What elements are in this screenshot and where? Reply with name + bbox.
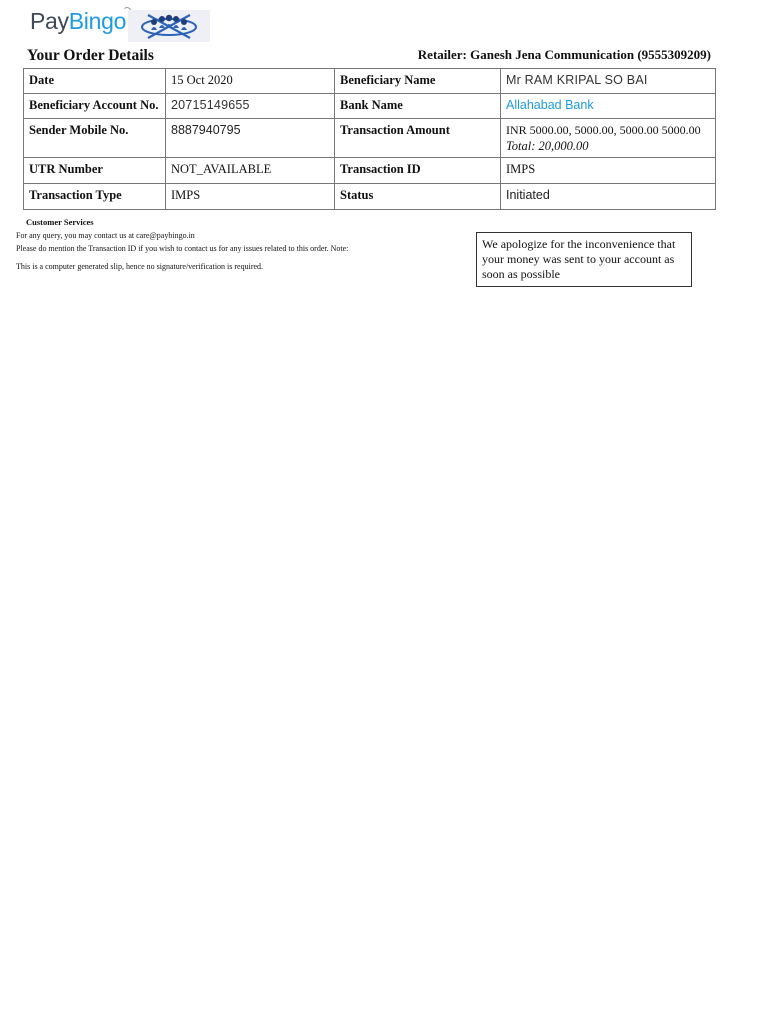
logo-text-bing: Bing <box>68 8 114 34</box>
transaction-type-value: IMPS <box>166 184 335 210</box>
transaction-amount-label: Transaction Amount <box>335 119 501 158</box>
status-label: Status <box>335 184 501 210</box>
apology-box: We apologize for the inconvenience that your money was sent to your account as soon as possible <box>476 232 692 287</box>
bank-name-value: Allahabad Bank <box>501 94 716 119</box>
beneficiary-name-value: Mr RAM KRIPAL SO BAI <box>501 69 716 94</box>
computer-generated-note: This is a computer generated slip, hence no signature/verification is required. <box>16 262 264 271</box>
date-label: Date <box>24 69 166 94</box>
transaction-id-label: Transaction ID <box>335 158 501 184</box>
table-row <box>24 94 716 119</box>
transaction-amount-cell <box>501 119 716 158</box>
contact-line: For any query, you may contact us at care@paybingo.in <box>16 231 195 240</box>
date-value: 15 Oct 2020 <box>166 69 335 94</box>
table-row <box>24 158 716 184</box>
sender-mobile-label: Sender Mobile No. <box>24 119 166 158</box>
retailer-info: Retailer: Ganesh Jena Communication (9555309209) <box>417 47 711 62</box>
utr-number-value: NOT_AVAILABLE <box>166 158 335 184</box>
account-number-value: 20715149655 <box>166 94 335 119</box>
order-details-table <box>23 68 716 210</box>
table-row <box>24 119 716 158</box>
transaction-id-note: Please do mention the Transaction ID if you wish to contact us for any issues related to this order. Note: <box>16 244 349 253</box>
table-row <box>24 69 716 94</box>
account-number-label: Beneficiary Account No. <box>24 94 166 119</box>
logo-text-o: o <box>113 8 127 34</box>
beneficiary-name-label: Beneficiary Name <box>335 69 501 94</box>
customer-services-title: Customer Services <box>26 217 94 227</box>
table-row <box>24 184 716 210</box>
paybingo-logo <box>30 8 126 35</box>
people-globe-emblem-icon <box>128 10 210 42</box>
transaction-id-value: IMPS <box>501 158 716 184</box>
sender-mobile-value: 8887940795 <box>166 119 335 158</box>
bank-name-label: Bank Name <box>335 94 501 119</box>
status-value: Initiated <box>501 184 716 210</box>
utr-number-label: UTR Number <box>24 158 166 184</box>
transaction-amount-value: INR 5000.00, 5000.00, 5000.00 5000.00 <box>506 123 701 137</box>
logo-text-pay: Pay <box>30 8 69 34</box>
transaction-amount-total: Total: 20,000.00 <box>506 139 589 153</box>
page-title: Your Order Details <box>27 47 154 64</box>
transaction-type-label: Transaction Type <box>24 184 166 210</box>
